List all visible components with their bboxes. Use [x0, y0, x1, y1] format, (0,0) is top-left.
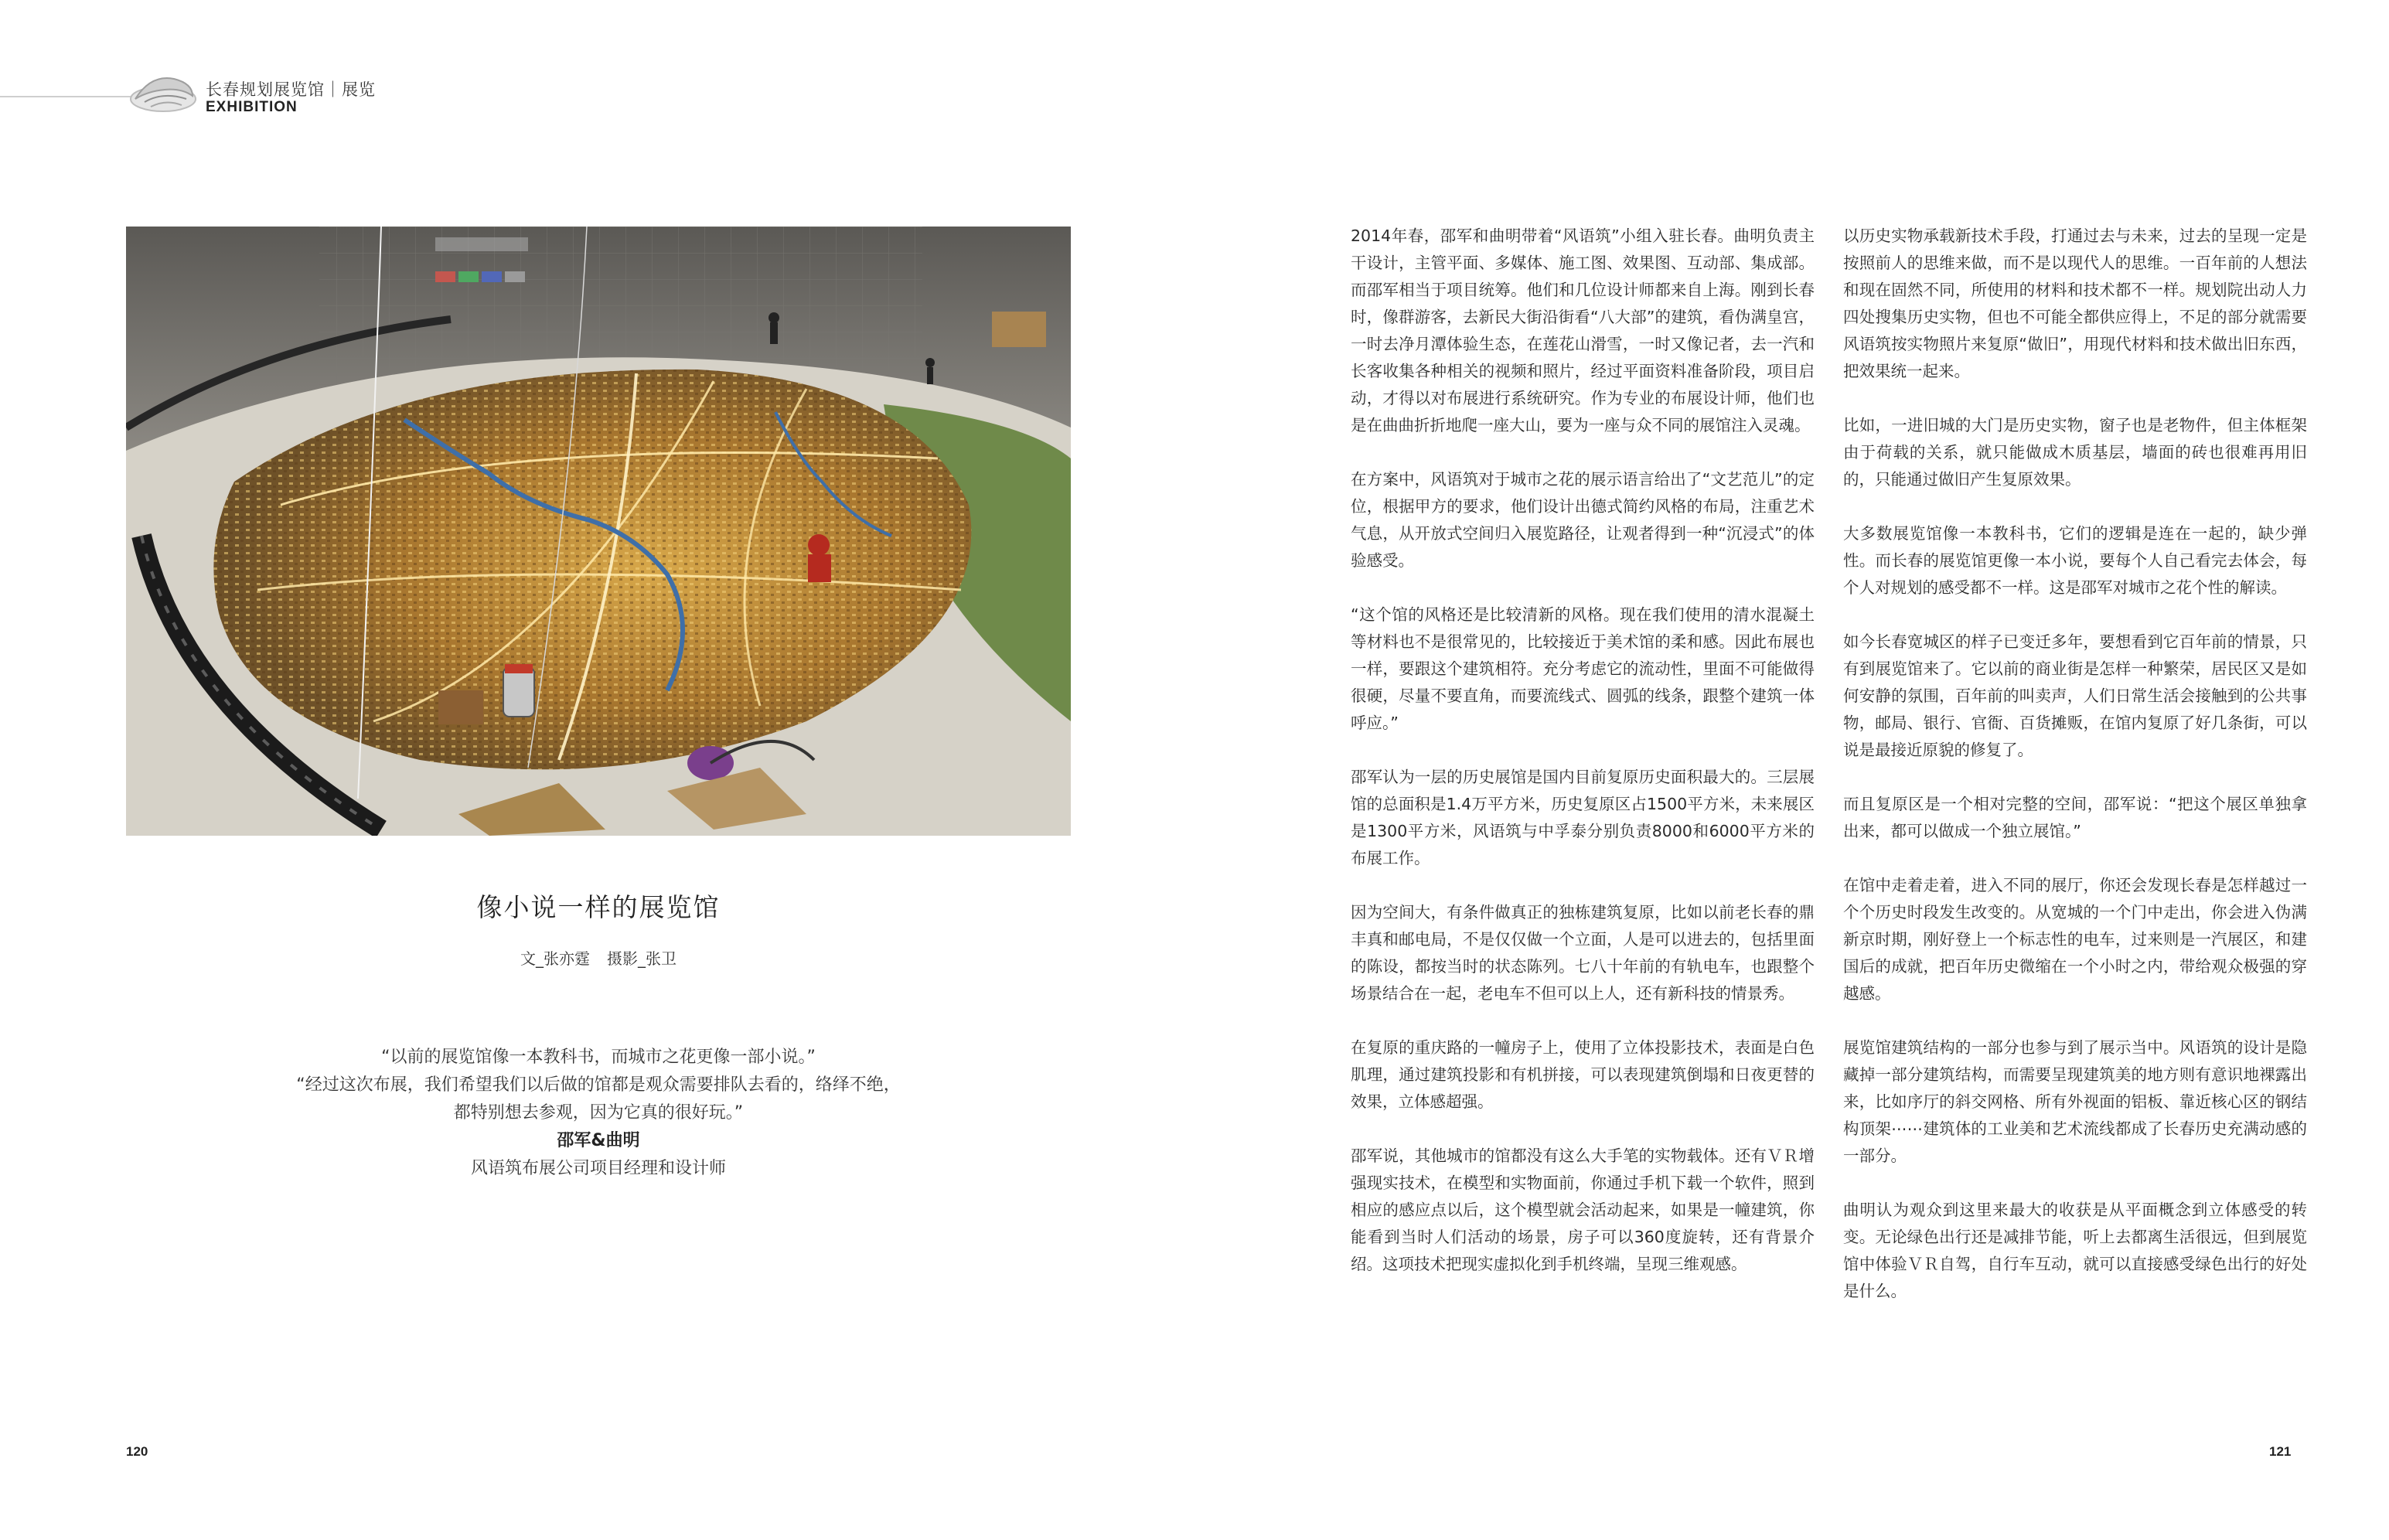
body-column-left: [1351, 223, 1815, 1305]
body-paragraph: 如今长春宽城区的样子已变迁多年，要想看到它百年前的情景，只有到展览馆来了。它以前的商业街是怎样一种繁荣，居民区又是如何安静的氛围，百年前的叫卖声，人们日常生活会接触到的公共事物，邮局、银行、官衙、百货摊贩，在馆内复原了好几条街，可以说是最接近原貌的修复了。: [1843, 632, 2307, 759]
exhibition-hall-logo-icon: [128, 68, 199, 119]
body-paragraph: 在馆中走着走着，进入不同的展厅，你还会发现长春是怎样越过一个个历史时段发生改变的。从宽城的一个门中走出，你会进入伪满新京时期，刚好登上一个标志性的电车，过来则是一汽展区，和建国后的成就，把百年历史微缩在一个小时之内，带给观众极强的穿越感。: [1843, 876, 2307, 1003]
body-paragraph: 因为空间大，有条件做真正的独栋建筑复原，比如以前老长春的鼎丰真和邮电局，不是仅仅做一个立面，人是可以进去的，包括里面的陈设，都按当时的状态陈列。七八十年前的有轨电车，也跟整个场景结合在一起，老电车不但可以上人，还有新科技的情景秀。: [1351, 903, 1815, 1003]
header-rule: [0, 96, 131, 97]
page-number-right: 121: [2269, 1444, 2292, 1459]
body-paragraph: 而且复原区是一个相对完整的空间，邵军说：“把这个展区单独拿出来，都可以做成一个独立展馆。”: [1843, 795, 2307, 840]
pull-quote-line: “经过这次布展，我们希望我们以后做的馆都是观众需要排队去看的，络绎不绝，: [296, 1075, 901, 1095]
header-title: 长春规划展览馆｜展览: [206, 80, 376, 99]
body-column-right: [1843, 223, 2307, 1332]
body-paragraph: 在复原的重庆路的一幢房子上，使用了立体投影技术，表面是白色肌理，通过建筑投影和有机拼接，可以表现建筑倒塌和日夜更替的效果，立体感超强。: [1351, 1038, 1815, 1111]
page-number-left: 120: [126, 1444, 148, 1459]
city-model-photo: [126, 227, 1071, 836]
body-paragraph: 大多数展览馆像一本教科书，它们的逻辑是连在一起的，缺少弹性。而长春的展览馆更像一本小说，要每个人自己看完去体会，每个人对规划的感受都不一样。这是邵军对城市之花个性的解读。: [1843, 524, 2307, 597]
body-paragraph: 邵军说，其他城市的馆都没有这么大手笔的实物载体。还有ＶＲ增强现实技术，在模型和实物面前，你通过手机下载一个软件，照到相应的感应点以后，这个模型就会活动起来，如果是一幢建筑，你能看到当时人们活动的场景，房子可以360度旋转，还有背景介绍。这项技术把现实虚拟化到手机终端，呈现三维观感。: [1351, 1146, 1815, 1273]
body-paragraph: 展览馆建筑结构的一部分也参与到了展示当中。风语筑的设计是隐藏掉一部分建筑结构，而需要呈现建筑美的地方则有意识地裸露出来，比如序厅的斜交网格、所有外视面的铝板、靠近核心区的钢结构顶架⋯⋯建筑体的工业美和艺术流线都成了长春历史充满动感的一部分。: [1843, 1038, 2307, 1165]
body-paragraph: 邵军认为一层的历史展馆是国内目前复原历史面积最大的。三层展馆的总面积是1.4万平方米，历史复原区占1500平方米，未来展区是1300平方米，风语筑与中孚泰分别负责8000和6000平方米的布展工作。: [1351, 768, 1815, 867]
pull-quote-line: 都特别想去参观，因为它真的很好玩。”: [453, 1103, 744, 1123]
body-paragraph: 在方案中，风语筑对于城市之花的展示语言给出了“文艺范儿”的定位，根据甲方的要求，他们设计出德式简约风格的布局，注重艺术气息，从开放式空间归入展览路径，让观者得到一种“沉浸式”的体验感受。: [1351, 470, 1815, 570]
body-paragraph: 比如，一进旧城的大门是历史实物，窗子也是老物件，但主体框架由于荷载的关系，就只能做成木质基层，墙面的砖也很难再用旧的，只能通过做旧产生复原效果。: [1843, 416, 2307, 489]
byline: [126, 946, 1071, 969]
body-paragraph: 曲明认为观众到这里来最大的收获是从平面概念到立体感受的转变。无论绿色出行还是减排节能，听上去都离生活很远，但到展览馆中体验ＶＲ自驾，自行车互动，就可以直接感受绿色出行的好处是什么。: [1843, 1201, 2307, 1300]
article-title: 像小说一样的展览馆: [476, 892, 721, 922]
byline-author: 文_张亦霆: [520, 949, 590, 968]
pull-quote: [126, 1044, 1071, 1183]
header-subtitle: EXHIBITION: [206, 99, 298, 115]
pull-quote-line: “以前的展览馆像一本教科书，而城市之花更像一部小说。”: [381, 1048, 816, 1067]
pull-quote-author: 邵军&曲明: [557, 1131, 640, 1150]
body-paragraph: 2014年春，邵军和曲明带着“风语筑”小组入驻长春。曲明负责主干设计，主管平面、多媒体、施工图、效果图、互动部、集成部。而邵军相当于项目统筹。他们和几位设计师都来自上海。刚到长春时，像群游客，去新民大街沿街看“八大部”的建筑，看伪满皇宫，一时去净月潭体验生态，在莲花山滑雪，一时又像记者，去一汽和长客收集各种相关的视频和照片，经过平面资料准备阶段，项目启动，才得以对布展进行系统研究。作为专业的布展设计师，他们也是在曲曲折折地爬一座大山，要为一座与众不同的展馆注入灵魂。: [1351, 227, 1815, 434]
pull-quote-role: 风语筑布展公司项目经理和设计师: [470, 1159, 726, 1178]
body-paragraph: “这个馆的风格还是比较清新的风格。现在我们使用的清水混凝土等材料也不是很常见的，比较接近于美术馆的柔和感。因此布展也一样，要跟这个建筑相符。充分考虑它的流动性，里面不可能做得很硬，尽量不要直角，而要流线式、圆弧的线条，跟整个建筑一体呼应。”: [1351, 605, 1815, 732]
byline-photographer: 摄影_张卫: [607, 949, 676, 968]
body-paragraph: 以历史实物承载新技术手段，打通过去与未来，过去的呈现一定是按照前人的思维来做，而不是以现代人的思维。一百年前的人想法和现在固然不同，所使用的材料和技术都不一样。规划院出动人力四处搜集历史实物，但也不可能全都供应得上，不足的部分就需要风语筑按实物照片来复原“做旧”，用现代材料和技术做出旧东西，把效果统一起来。: [1843, 227, 2307, 380]
